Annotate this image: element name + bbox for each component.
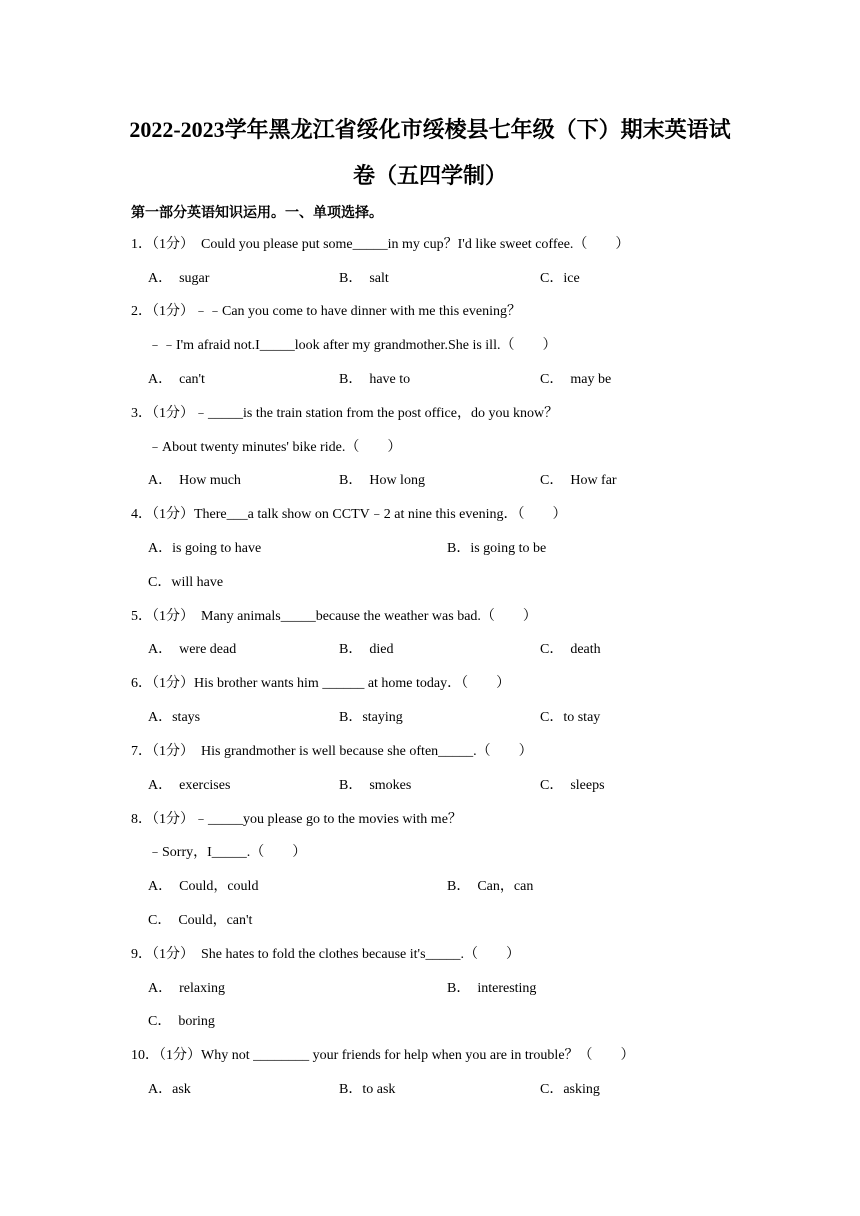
question-7: 7．（1分） His grandmother is well because she often_____.（ ）	[131, 744, 533, 759]
q10-option-b: B．to ask	[339, 1082, 396, 1097]
q3-option-c: C． How far	[540, 473, 617, 488]
question-8: 8．（1分）﹣_____you please go to the movies with me？	[131, 812, 462, 827]
question-4: 4．（1分）There___a talk show on CCTV﹣2 at nine this evening．（ ）	[131, 507, 567, 522]
question-1: 1．（1分） Could you please put some_____in my cup？I'd like sweet coffee.（ ）	[131, 237, 630, 252]
q9-option-a: A． relaxing	[148, 981, 225, 996]
q4-option-a: A．is going to have	[148, 541, 262, 556]
q1-option-a: A． sugar	[148, 271, 210, 286]
q7-option-b: B． smokes	[339, 778, 412, 793]
q5-option-a: A． were dead	[148, 642, 237, 657]
q8-option-c: C． Could，can't	[148, 913, 253, 928]
q4-option-b: B．is going to be	[447, 541, 547, 556]
question-5: 5．（1分） Many animals_____because the weather was bad.（ ）	[131, 609, 537, 624]
exam-title-line-1: 2022-2023学年黑龙江省绥化市绥棱县七年级（下）期末英语试	[129, 117, 731, 142]
q2-option-b: B． have to	[339, 372, 411, 387]
q8-option-a: A． Could，could	[148, 879, 259, 894]
q9-option-c: C． boring	[148, 1014, 215, 1029]
question-6: 6．（1分）His brother wants him ______ at home today．（ ）	[131, 676, 511, 691]
q6-option-a: A．stays	[148, 710, 201, 725]
q3-option-b: B． How long	[339, 473, 425, 488]
q3-option-a: A． How much	[148, 473, 241, 488]
question-9: 9．（1分） She hates to fold the clothes because it's_____.（ ）	[131, 947, 521, 962]
q10-option-a: A．ask	[148, 1082, 191, 1097]
question-2-reply: ﹣﹣I'm afraid not.I_____look after my grandmother.She is ill.（ ）	[148, 338, 557, 353]
question-10: 10．（1分）Why not ________ your friends for help when you are in trouble？（ ）	[131, 1048, 635, 1063]
q7-option-a: A． exercises	[148, 778, 231, 793]
q7-option-c: C． sleeps	[540, 778, 605, 793]
section-heading: 第一部分英语知识运用。一、单项选择。	[131, 206, 383, 221]
question-2: 2．（1分）﹣﹣Can you come to have dinner with me this evening？	[131, 304, 521, 319]
q8-option-b: B． Can，can	[447, 879, 534, 894]
q2-option-a: A． can't	[148, 372, 205, 387]
q5-option-c: C． death	[540, 642, 601, 657]
q4-option-c: C．will have	[148, 575, 224, 590]
q5-option-b: B． died	[339, 642, 394, 657]
q6-option-c: C．to stay	[540, 710, 601, 725]
q6-option-b: B．staying	[339, 710, 403, 725]
question-3-reply: ﹣About twenty minutes' bike ride.（ ）	[148, 440, 402, 455]
q10-option-c: C．asking	[540, 1082, 600, 1097]
question-3: 3．（1分）﹣_____is the train station from the post office，do you know？	[131, 406, 559, 421]
q9-option-b: B． interesting	[447, 981, 537, 996]
q1-option-c: C．ice	[540, 271, 580, 286]
q2-option-c: C． may be	[540, 372, 612, 387]
q1-option-b: B． salt	[339, 271, 389, 286]
exam-title-line-2: 卷（五四学制）	[352, 163, 507, 188]
question-8-reply: ﹣Sorry，I_____.（ ）	[148, 845, 307, 860]
